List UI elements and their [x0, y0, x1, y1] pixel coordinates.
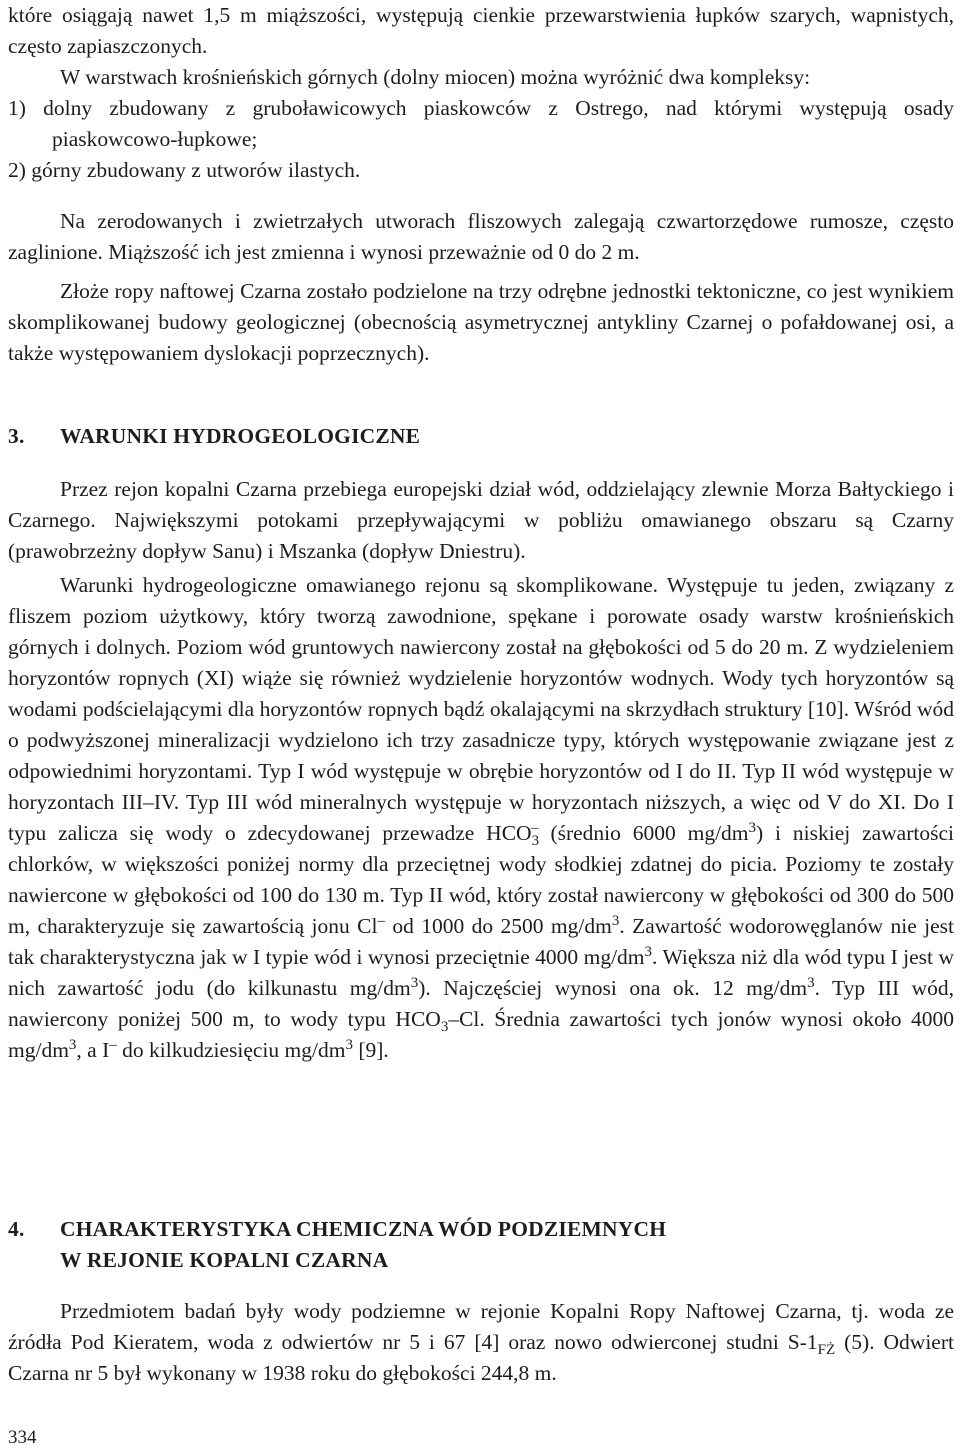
section-4-heading-line-1 — [8, 1214, 954, 1245]
list-item-1: 1) dolny zbudowany z gruboławicowych piaskowców z Ostrego, nad którymi występują osady piaskowcowo-łupkowe; — [8, 96, 954, 151]
section-4-body — [8, 1296, 954, 1389]
section-4-heading — [8, 1214, 954, 1276]
hydro-conditions-block — [8, 570, 954, 1066]
section-3-body — [8, 474, 954, 567]
tectonics-block — [8, 276, 954, 369]
research-subject-paragraph: Przedmiotem badań były wody podziemne w rejonie Kopalni Ropy Naftowej Czarna, tj. woda ze źródła Pod Kieratem, woda z odwiertów nr 5 i 67 [4] oraz nowo odwierconej studni $S-1_{FŻ}$ (5). Odwiert Czarna nr 5 był wykonany w 1938 roku do głębokości 244,8 m. — [8, 1299, 954, 1385]
section-4-title-line-2: W REJONIE KOPALNI CZARNA — [60, 1248, 389, 1272]
complexes-paragraph: W warstwach krośnieńskich górnych (dolny miocen) można wyróżnić dwa kompleksy: — [60, 65, 811, 89]
section-3-title: WARUNKI HYDROGEOLOGICZNE — [60, 424, 421, 448]
quaternary-paragraph: Na zerodowanych i zwietrzałych utworach fliszowych zalegają czwartorzędowe rumosze, często zaglinione. Miąższość ich jest zmienna i wynosi przeważnie od 0 do 2 m. — [8, 209, 954, 264]
page-number: 334 — [8, 1427, 37, 1448]
intro-block — [8, 62, 954, 186]
tectonics-paragraph: Złoże ropy naftowej Czarna zostało podzielone na trzy odrębne jednostki tektoniczne, co jest wynikiem skomplikowanej budowy geologicznej (obecnością asymetrycznej antykliny Czarnej o pofałdowanej osi, a także występowaniem dyslokacji poprzecznych). — [8, 279, 954, 365]
hydro-conditions-paragraph: Warunki hydrogeologiczne omawianego rejonu są skomplikowane. Występuje tu jeden, związany z fliszem poziom użytkowy, który tworzą zawodnione, spękane i porowate osady warstw krośnieńskich górnych i dolnych. Poziom wód gruntowych nawiercony został na głębokości od 5 do 20 m. Z wydzieleniem horyzontów ropnych (XI) wiąże się również wydzielenie horyzontów wodnych. Wody tych horyzontów są wodami podścielającymi dla horyzontów ropnych bądź okalającymi na skrzydłach struktury [10]. Wśród wód o podwyższonej mineralizacji wydzielono ich trzy zasadnicze typy, których występowanie związane jest z odpowiednimi horyzontami. Typ I wód występuje w obrębie horyzontów od I do II. Typ II wód występuje w horyzontach III–IV. Typ III wód mineralnych występuje w horyzontach niższych, a więc od V do XI. Do I typu zalicza się wody o zdecydowanej przewadze $HCO_3^-$ (średnio 6000 $mg/dm^3$) i niskiej zawartości chlorków, w większości poniżej normy dla przeciętnej wody słodkiej zdatnej do picia. Poziomy te zostały nawiercone w głębokości od 100 do 130 m. Typ II wód, który został nawiercony w głębokości od 300 do 500 m, charakteryzuje się zawartością jonu Cl– od 1000 do 2500 $mg/dm^3$. Zawartość wodorowęglanów nie jest tak charakterystyczna jak w I typie wód i wynosi przeciętnie 4000 $mg/dm^3$. Większa niż dla wód typu I jest w nich zawartość jodu (do kilkunastu $mg/dm^3$). Najczęściej wynosi ona ok. 12 $mg/dm^3$. Typ III wód, nawiercony poniżej 500 m, to wody typu $HCO_3-Cl$. Średnia zawartości tych jonów wynosi około 4000 $mg/dm^3$, a I– do kilkudziesięciu $mg/dm^3$ [9]. — [8, 573, 955, 1062]
watershed-paragraph: Przez rejon kopalni Czarna przebiega europejski dział wód, oddzielający zlewnie Morza Bałtyckiego i Czarnego. Największymi potokami przepływającymi w pobliżu omawianego obszaru są Czarny (prawobrzeżny dopływ Sanu) i Mszanka (dopływ Dniestru). — [8, 477, 954, 563]
section-4-number: 4. — [8, 1217, 25, 1241]
list-item-2: 2) górny zbudowany z utworów ilastych. — [8, 158, 361, 182]
section-4-heading-line-2 — [8, 1245, 954, 1276]
section-3-heading — [8, 421, 954, 452]
section-3-number: 3. — [8, 424, 25, 448]
quaternary-block — [8, 206, 954, 268]
continued-paragraph: które osiągają nawet 1,5 m miąższości, występują cienkie przewarstwienia łupków szarych, wapnistych, często zapiaszczonych. — [8, 3, 954, 58]
section-4-title-line-1: CHARAKTERYSTYKA CHEMICZNA WÓD PODZIEMNYCH — [60, 1217, 667, 1241]
